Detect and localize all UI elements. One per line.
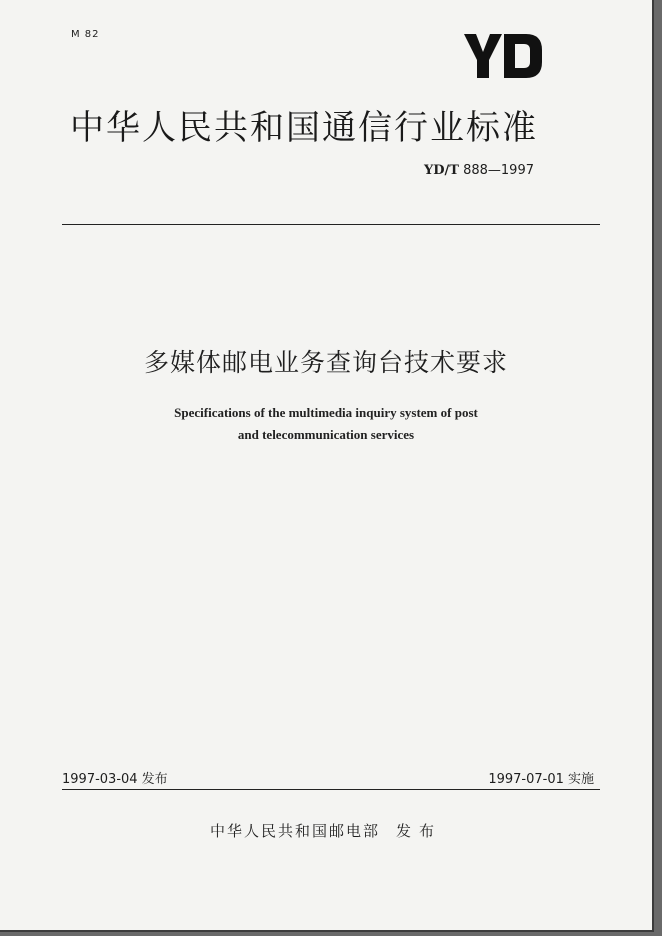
publisher-name: 中华人民共和国邮电部 [209,822,380,840]
standard-number-prefix: YD/T [423,163,459,178]
standard-number [424,163,534,178]
document-title-english-line2: and telecommunication services [237,427,415,442]
publisher-line [0,820,652,841]
yd-logo [464,32,544,80]
issue-date: 1997-03-04 发布 [62,772,168,787]
bottom-divider [62,789,600,790]
publisher-verb: 发布 [396,822,443,840]
document-title-english-line1: Specifications of the multimedia inquiry system of post [174,405,478,420]
issuing-authority-title: 中华人民共和国通信行业标准 [70,108,538,148]
top-divider [62,224,600,225]
implementation-date: 1997-07-01 实施 [488,772,594,787]
standard-number-value: 888—1997 [463,163,534,178]
document-title-chinese: 多媒体邮电业务查询台技术要求 [143,348,508,377]
classification-code: M 82 [71,29,100,40]
